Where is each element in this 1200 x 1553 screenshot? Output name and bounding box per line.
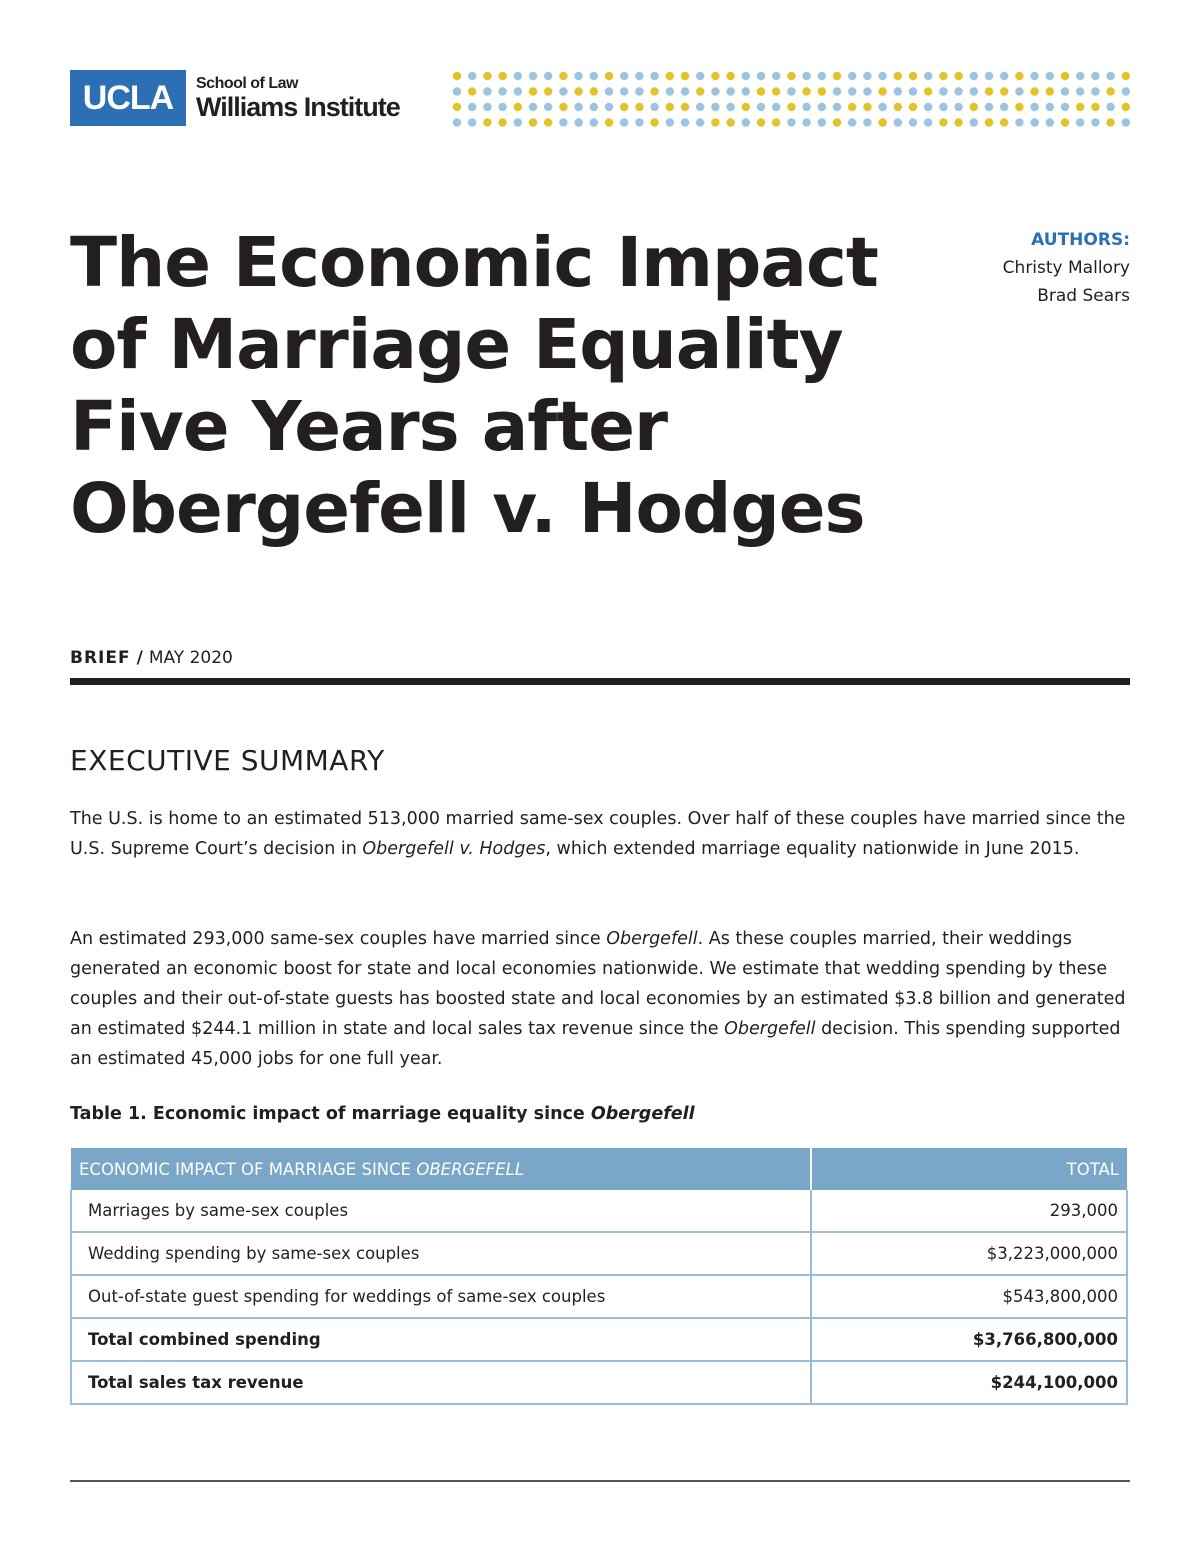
pattern-dot [544,103,552,111]
pattern-dot [742,103,750,111]
pattern-dot [1061,103,1069,111]
pattern-dot [894,87,902,95]
decorative-dot-pattern [452,70,1132,132]
pattern-dot [666,103,674,111]
pattern-dot [924,103,932,111]
pattern-dot [1000,103,1008,111]
pattern-dot [498,103,506,111]
pattern-dot [1030,72,1038,80]
pattern-dot [954,103,962,111]
pattern-dot [711,87,719,95]
pattern-dot [605,87,613,95]
pattern-dot [650,72,658,80]
pattern-dot [863,103,871,111]
pattern-dot [544,87,552,95]
pattern-dot [1091,72,1099,80]
row-label: Total sales tax revenue [71,1361,811,1404]
brief-separator: / [136,648,143,668]
table-row [71,1318,1127,1361]
pattern-dot [620,72,628,80]
pattern-dot [985,118,993,126]
row-label: Marriages by same-sex couples [71,1190,811,1232]
pattern-dot [650,103,658,111]
pattern-dot [514,87,522,95]
pattern-dot [635,87,643,95]
pattern-dot [483,118,491,126]
pattern-dot [742,72,750,80]
pattern-dot [453,72,461,80]
case-name: Obergefell v. Hodges [362,839,546,859]
case-name: Obergefell [724,1019,816,1039]
pattern-dot [970,72,978,80]
pattern-dot [1122,87,1130,95]
pattern-dot [605,72,613,80]
row-value: $244,100,000 [811,1361,1127,1404]
pattern-dot [590,72,598,80]
logo-school-text: School of Law [196,75,298,92]
pattern-dot [1091,118,1099,126]
pattern-dot [1046,103,1054,111]
pattern-dot [559,87,567,95]
pattern-dot [1061,87,1069,95]
pattern-dot [590,103,598,111]
pattern-dot [894,103,902,111]
pattern-dot [1122,118,1130,126]
pattern-dot [529,103,537,111]
pattern-dot [605,103,613,111]
pattern-dot [848,72,856,80]
pattern-dot [1122,103,1130,111]
pattern-dot [514,103,522,111]
pattern-dot [1076,103,1084,111]
case-name: Obergefell [590,1104,695,1124]
pattern-dot [818,118,826,126]
pattern-dot [529,72,537,80]
pattern-dot [544,118,552,126]
pattern-dot [1015,103,1023,111]
pattern-dot [1122,72,1130,80]
pattern-dot [468,118,476,126]
pattern-dot [544,72,552,80]
pattern-dot [802,118,810,126]
pattern-dot [772,72,780,80]
pattern-dot [620,118,628,126]
pattern-dot [878,103,886,111]
table-row [71,1190,1127,1232]
pattern-dot [453,103,461,111]
pattern-dot [696,103,704,111]
ucla-logo [70,70,186,126]
pattern-dot [818,87,826,95]
pattern-dot [1030,103,1038,111]
pattern-dot [574,72,582,80]
brief-type: BRIEF [70,648,131,668]
row-value: 293,000 [811,1190,1127,1232]
pattern-dot [1015,72,1023,80]
pattern-dot [696,87,704,95]
text-run: , which extended marriage equality nationwide in June 2015. [545,839,1080,859]
case-name: Obergefell [606,929,698,949]
pattern-dot [985,72,993,80]
table-row [71,1361,1127,1404]
pattern-dot [939,87,947,95]
pattern-dot [483,103,491,111]
logo-ucla-text: UCLA [82,78,174,117]
pattern-dot [787,87,795,95]
pattern-dot [681,87,689,95]
pattern-dot [681,72,689,80]
pattern-dot [590,118,598,126]
pattern-dot [878,87,886,95]
row-value: $3,766,800,000 [811,1318,1127,1361]
pattern-dot [681,103,689,111]
summary-paragraph-1 [70,804,1135,864]
row-label: Wedding spending by same-sex couples [71,1232,811,1275]
pattern-dot [985,87,993,95]
pattern-dot [909,118,917,126]
pattern-dot [468,72,476,80]
pattern-dot [1030,87,1038,95]
pattern-dot [590,87,598,95]
brief-line [70,648,233,668]
pattern-dot [498,118,506,126]
pattern-dot [559,118,567,126]
header-divider [70,678,1130,685]
pattern-dot [696,118,704,126]
row-value: $543,800,000 [811,1275,1127,1318]
table-row [71,1275,1127,1318]
summary-paragraph-2 [70,924,1135,1074]
pattern-dot [833,118,841,126]
pattern-dot [681,118,689,126]
pattern-dot [954,118,962,126]
authors-label: AUTHORS: [1031,230,1130,250]
pattern-dot [833,103,841,111]
pattern-dot [939,103,947,111]
pattern-dot [818,72,826,80]
case-name: OBERGEFELL [416,1159,525,1179]
row-value: $3,223,000,000 [811,1232,1127,1275]
pattern-dot [726,72,734,80]
authors-block [1003,226,1130,310]
pattern-dot [1076,118,1084,126]
logo-institute-text: Williams Institute [196,92,400,122]
pattern-dot [970,87,978,95]
pattern-dot [650,118,658,126]
pattern-dot [909,103,917,111]
pattern-dot [574,118,582,126]
pattern-dot [483,72,491,80]
pattern-dot [1091,87,1099,95]
pattern-dot [833,72,841,80]
pattern-dot [666,118,674,126]
pattern-dot [757,87,765,95]
text-run: Table 1. Economic impact of marriage equality since [70,1104,591,1124]
pattern-dot [453,118,461,126]
pattern-dot [909,87,917,95]
pattern-dot [939,118,947,126]
row-label: Out-of-state guest spending for weddings of same-sex couples [71,1275,811,1318]
pattern-dot [772,103,780,111]
pattern-dot [787,72,795,80]
text-run: The U.S. is home to an estimated 513,000 married same-sex couples. Over half of these couples have married since the U.S. Supreme Court’s decision in [70,809,1126,859]
pattern-dot [772,87,780,95]
pattern-dot [878,118,886,126]
pattern-dot [924,72,932,80]
pattern-dot [848,118,856,126]
pattern-dot [1106,103,1114,111]
table-caption [70,1104,695,1124]
page-title: The Economic Impact of Marriage Equality Five Years after Obergefell v. Hodges [70,223,878,549]
pattern-dot [1061,72,1069,80]
pattern-dot [1000,72,1008,80]
pattern-dot [924,118,932,126]
pattern-dot [1000,87,1008,95]
pattern-dot [514,118,522,126]
pattern-dot [1106,72,1114,80]
author-name: Christy Mallory [1002,258,1130,278]
pattern-dot [468,103,476,111]
pattern-dot [757,72,765,80]
pattern-dot [818,103,826,111]
pattern-dot [1106,87,1114,95]
pattern-dot [954,72,962,80]
pattern-dot [787,103,795,111]
pattern-dot [620,87,628,95]
pattern-dot [1046,87,1054,95]
pattern-dot [848,87,856,95]
economic-impact-table [70,1148,1128,1405]
pattern-dot [468,87,476,95]
pattern-dot [787,118,795,126]
pattern-dot [757,103,765,111]
pattern-dot [650,87,658,95]
pattern-dot [726,103,734,111]
pattern-dot [939,72,947,80]
pattern-dot [954,87,962,95]
pattern-dot [666,72,674,80]
pattern-dot [726,87,734,95]
text-run: ECONOMIC IMPACT OF MARRIAGE SINCE [79,1159,417,1179]
footer-divider [70,1480,1130,1482]
text-run: . As these couples married, their weddings generated an economic boost for state and local economies nationwide. We estimate that wedding spending by these couples and their out-of-state guests has boosted state and local economies by an estimated $3.8 billion and generated an estimated $244.1 million in state and local sales tax revenue since the [70,929,1126,1039]
pattern-dot [696,72,704,80]
pattern-dot [863,72,871,80]
pattern-dot [894,118,902,126]
pattern-dot [863,87,871,95]
section-heading: EXECUTIVE SUMMARY [70,744,385,777]
text-run: An estimated 293,000 same-sex couples have married since [70,929,607,949]
pattern-dot [802,87,810,95]
pattern-dot [529,118,537,126]
brief-date: MAY 2020 [148,648,233,668]
pattern-dot [635,103,643,111]
pattern-dot [666,87,674,95]
pattern-dot [802,103,810,111]
table-row [71,1232,1127,1275]
row-label: Total combined spending [71,1318,811,1361]
pattern-dot [757,118,765,126]
pattern-dot [514,72,522,80]
pattern-dot [1030,118,1038,126]
pattern-dot [635,118,643,126]
pattern-dot [559,103,567,111]
pattern-dot [1015,87,1023,95]
pattern-dot [894,72,902,80]
pattern-dot [1061,118,1069,126]
pattern-dot [985,103,993,111]
pattern-dot [909,72,917,80]
pattern-dot [498,72,506,80]
pattern-dot [483,87,491,95]
pattern-dot [635,72,643,80]
pattern-dot [711,118,719,126]
pattern-dot [574,103,582,111]
pattern-dot [1076,72,1084,80]
pattern-dot [1091,103,1099,111]
pattern-dot [453,87,461,95]
pattern-dot [863,118,871,126]
pattern-dot [1076,87,1084,95]
pattern-dot [620,103,628,111]
pattern-dot [1106,118,1114,126]
pattern-dot [529,87,537,95]
pattern-dot [726,118,734,126]
table-header-row [71,1148,1127,1190]
column-header-total: TOTAL [811,1148,1127,1190]
pattern-dot [878,72,886,80]
pattern-dot [802,72,810,80]
pattern-dot [711,72,719,80]
pattern-dot [924,87,932,95]
text-run: decision. This spending supported an estimated 45,000 jobs for one full year. [70,1019,1121,1069]
pattern-dot [772,118,780,126]
author-name: Brad Sears [1037,286,1130,306]
pattern-dot [605,118,613,126]
pattern-dot [970,118,978,126]
pattern-dot [1046,118,1054,126]
pattern-dot [1046,72,1054,80]
pattern-dot [574,87,582,95]
column-header-impact [71,1148,811,1190]
pattern-dot [742,118,750,126]
pattern-dot [970,103,978,111]
pattern-dot [742,87,750,95]
pattern-dot [711,103,719,111]
pattern-dot [848,103,856,111]
pattern-dot [1000,118,1008,126]
pattern-dot [833,87,841,95]
pattern-dot [1015,118,1023,126]
pattern-dot [559,72,567,80]
pattern-dot [498,87,506,95]
